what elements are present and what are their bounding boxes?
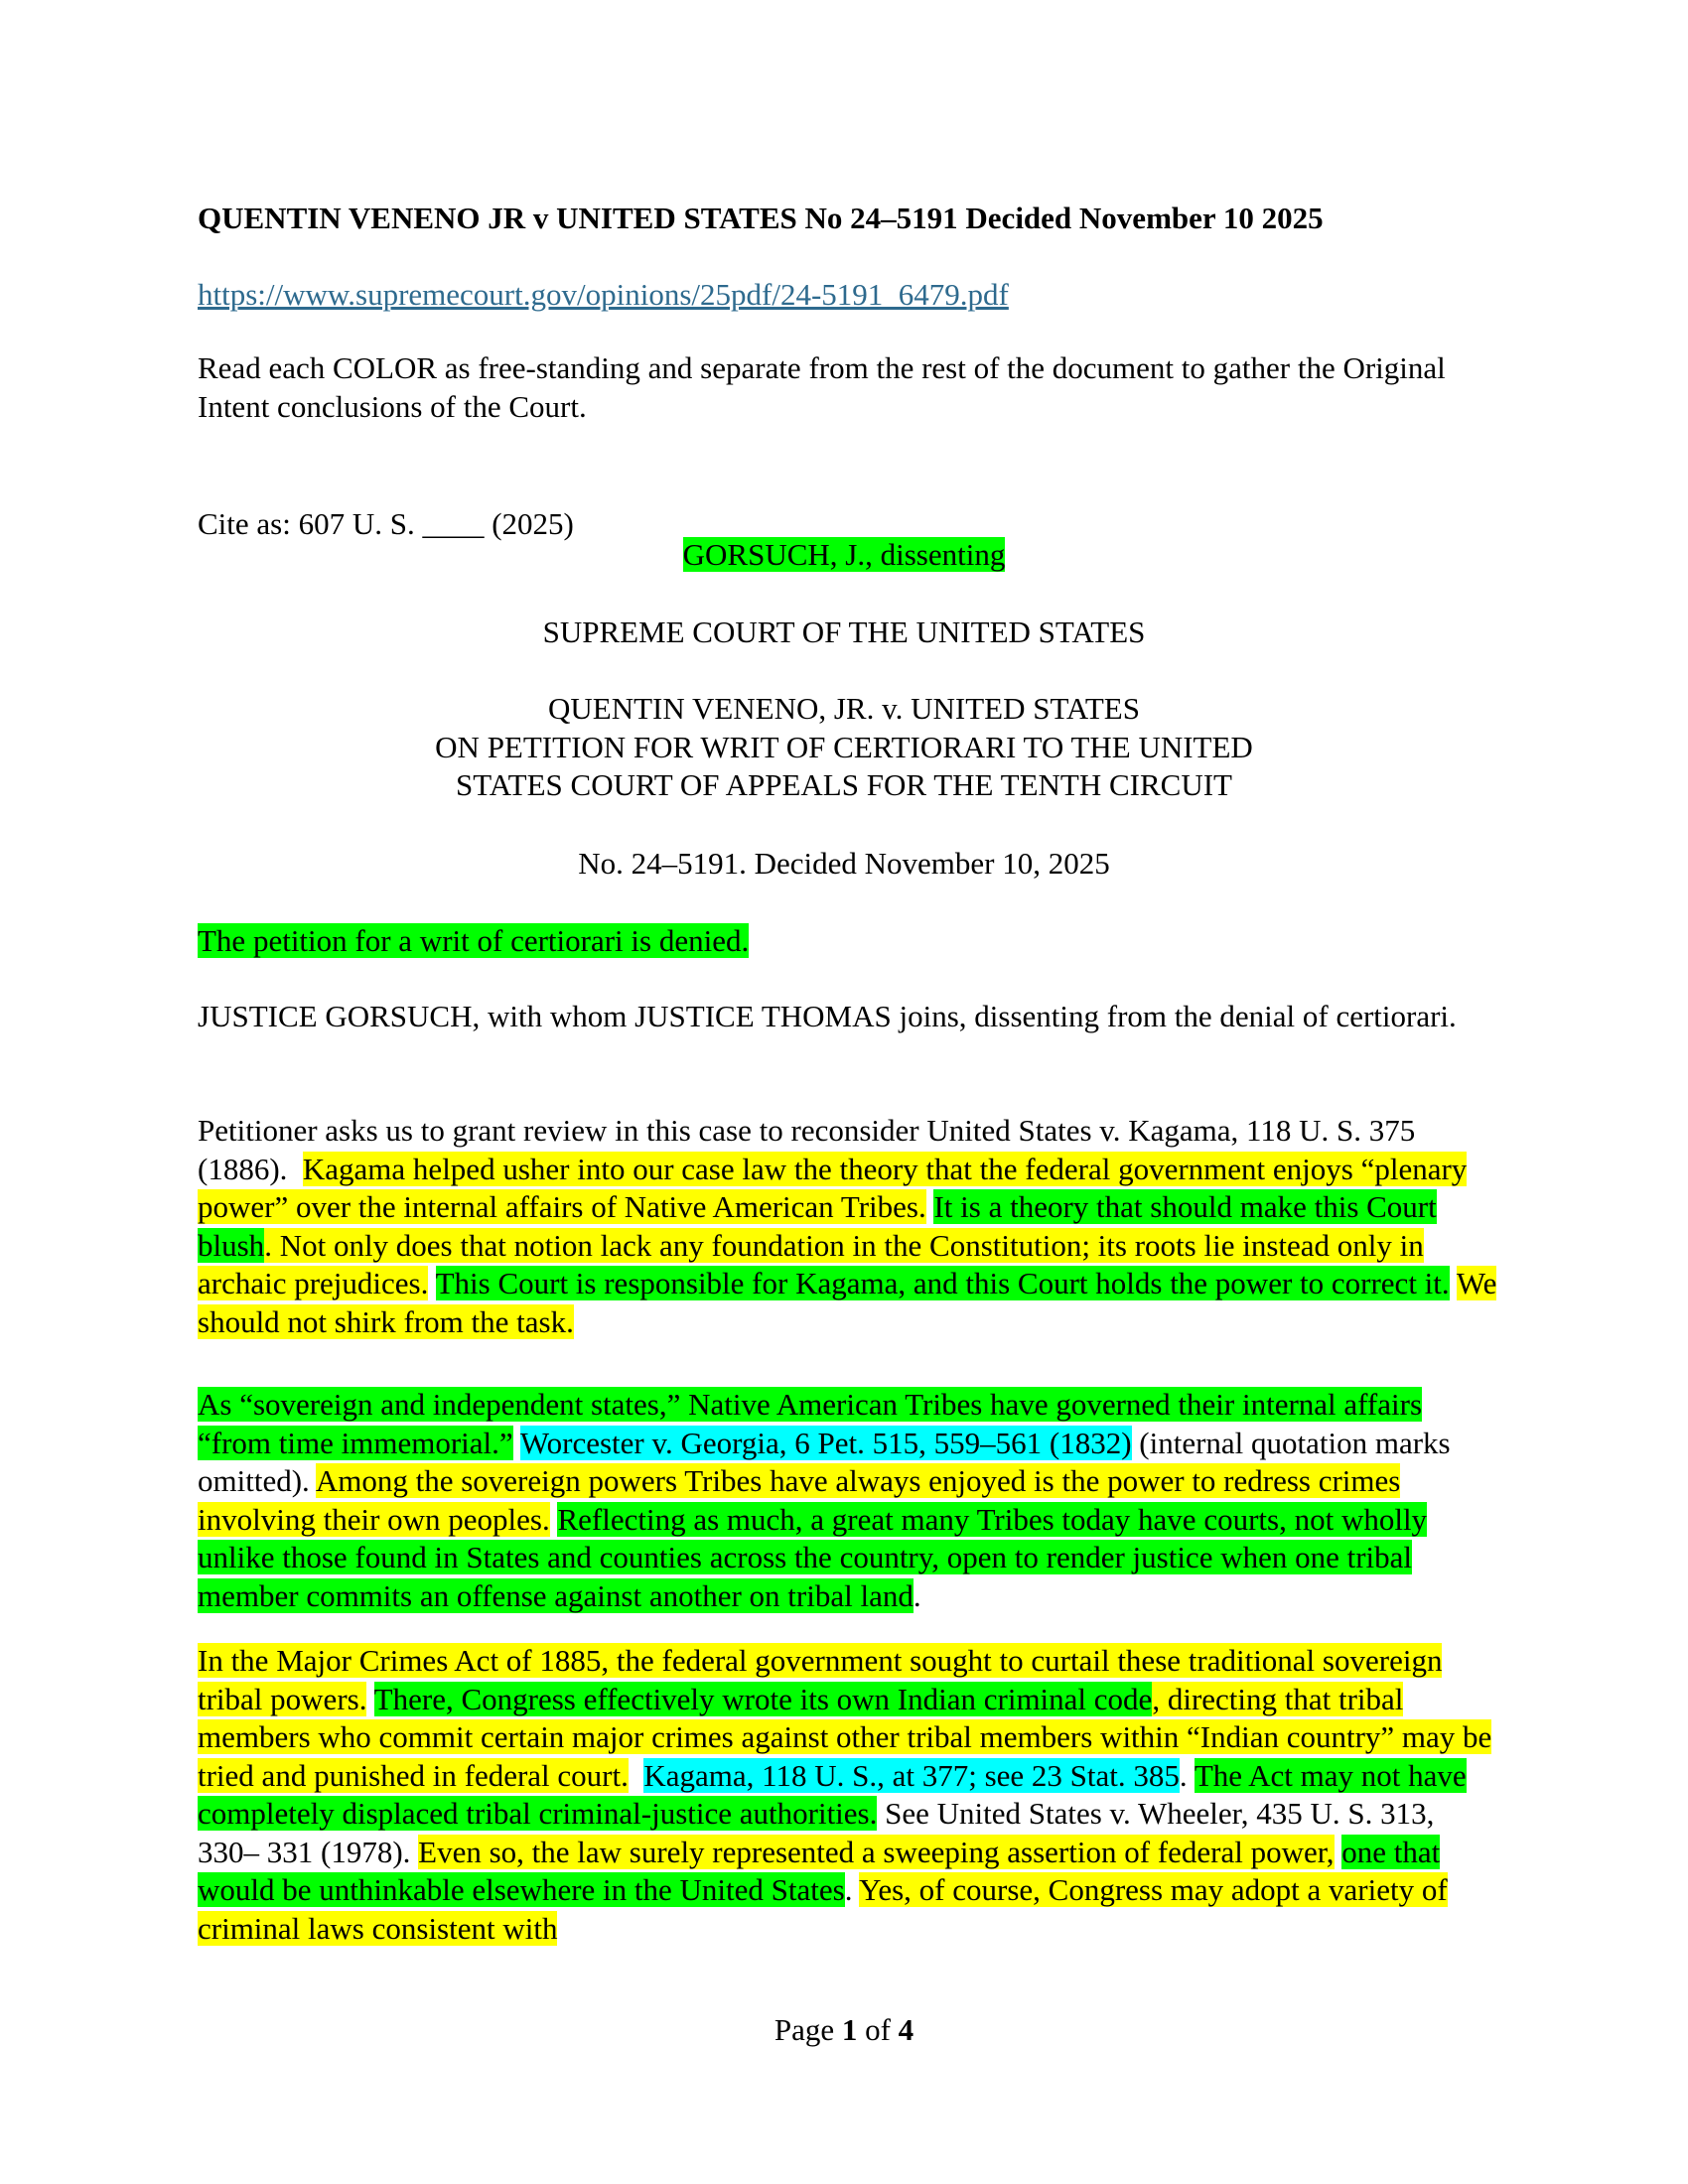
p2-sentence-3: (internal quotation marks omitted). (198, 1425, 1451, 1498)
denied-highlight: The petition for a writ of certiorari is denied. (198, 923, 750, 958)
joins-paragraph: JUSTICE GORSUCH, with whom JUSTICE THOMAS joins, dissenting from the denial of certiorari. (198, 999, 1457, 1033)
p3-period-2: . (844, 1872, 853, 1907)
paragraph-1 (198, 1112, 1498, 1341)
document-title: QUENTIN VENENO JR v UNITED STATES No 24–5191 Decided November 10 2025 (198, 201, 1324, 235)
cite-line: Cite as: 607 U. S. ____ (2025) (198, 506, 574, 541)
page-number: 1 (841, 2012, 858, 2047)
p3-sentence-8: Even so, the law surely represented a sweeping assertion of federal power, (418, 1834, 1335, 1869)
paragraph-2 (198, 1386, 1498, 1615)
p2-sentence-1: As “sovereign and independent states,” Native American Tribes have governed their internal affairs “from time immemorial.” (198, 1387, 1423, 1460)
docket-line: No. 24–5191. Decided November 10, 2025 (578, 846, 1110, 881)
page-total: 4 (898, 2012, 914, 2047)
author-highlight: GORSUCH, J., dissenting (682, 537, 1006, 572)
paragraph-3 (198, 1642, 1498, 1948)
p1-sentence-2: Kagama helped usher into our case law the theory that the federal government enjoys “plenary power” over the internal affairs of Native American Tribes. (198, 1151, 1468, 1224)
case-line-1: QUENTIN VENENO, JR. v. UNITED STATES (548, 691, 1140, 726)
p2-sentence-4: Among the sovereign powers Tribes have always enjoyed is the power to redress crimes involving their own peoples. (198, 1463, 1401, 1537)
author-line (198, 536, 1490, 575)
p3-sentence-1: In the Major Crimes Act of 1885, the federal government sought to curtail these traditional sovereign tribal powers. (198, 1643, 1443, 1716)
p1-sentence-1: Petitioner asks us to grant review in this case to reconsider United States v. Kagama, 118 U. S. 375 (1886). (198, 1113, 1416, 1186)
p3-citation: Kagama, 118 U. S., at 377; see 23 Stat. 385 (643, 1757, 1180, 1793)
p1-sentence-3: It is a theory that should make this Court blush (198, 1189, 1437, 1263)
p3-sentence-6: The Act may not have completely displaced tribal criminal-justice authorities. (198, 1757, 1467, 1831)
instruction-text: Read each COLOR as free-standing and separate from the rest of the document to gather the Original Intent conclusions of the Court. (198, 350, 1446, 424)
p2-sentence-5: Reflecting as much, a great many Tribes today have courts, not wholly unlike those found in States and counties across the country, open to render justice when one tribal member commits an offense against another on tribal land (198, 1501, 1428, 1613)
page-label: Page (774, 2012, 835, 2047)
p3-sentence-7: See United States v. Wheeler, 435 U. S. 313, 330– 331 (1978). (198, 1796, 1435, 1869)
p2-period: . (913, 1577, 921, 1613)
case-line-2: ON PETITION FOR WRIT OF CERTIORARI TO THE UNITED (435, 729, 1253, 764)
p2-citation: Worcester v. Georgia, 6 Pet. 515, 559–561 (1832) (519, 1425, 1132, 1460)
p1-sentence-6: We should not shirk from the task. (198, 1266, 1497, 1339)
denied-line (198, 921, 749, 961)
p3-sentence-11: Yes, of course, Congress may adopt a variety of criminal laws consistent with (198, 1872, 1448, 1946)
case-caption (198, 690, 1490, 805)
page-footer (0, 2010, 1688, 2050)
of-label: of (865, 2012, 891, 2047)
opinion-link[interactable]: https://www.supremecourt.gov/opinions/25pdf/24-5191_6479.pdf (198, 277, 1009, 312)
p3-sentence-2: There, Congress effectively wrote its own Indian criminal code (373, 1681, 1153, 1716)
p3-sentence-3: , directing that tribal members who commit certain major crimes against other tribal members within “Indian country” may be tried and punished in federal court. (198, 1681, 1492, 1793)
p1-sentence-5: This Court is responsible for Kagama, and this Court holds the power to correct it. (435, 1266, 1450, 1300)
p3-period-1: . (1179, 1757, 1188, 1793)
p1-sentence-4: . Not only does that notion lack any foundation in the Constitution; its roots lie instead only in archaic prejudices. (198, 1227, 1424, 1300)
p3-sentence-9: one that would be unthinkable elsewhere in the United States (198, 1834, 1441, 1907)
court-name: SUPREME COURT OF THE UNITED STATES (542, 614, 1146, 649)
case-line-3: STATES COURT OF APPEALS FOR THE TENTH CIRCUIT (456, 767, 1232, 802)
